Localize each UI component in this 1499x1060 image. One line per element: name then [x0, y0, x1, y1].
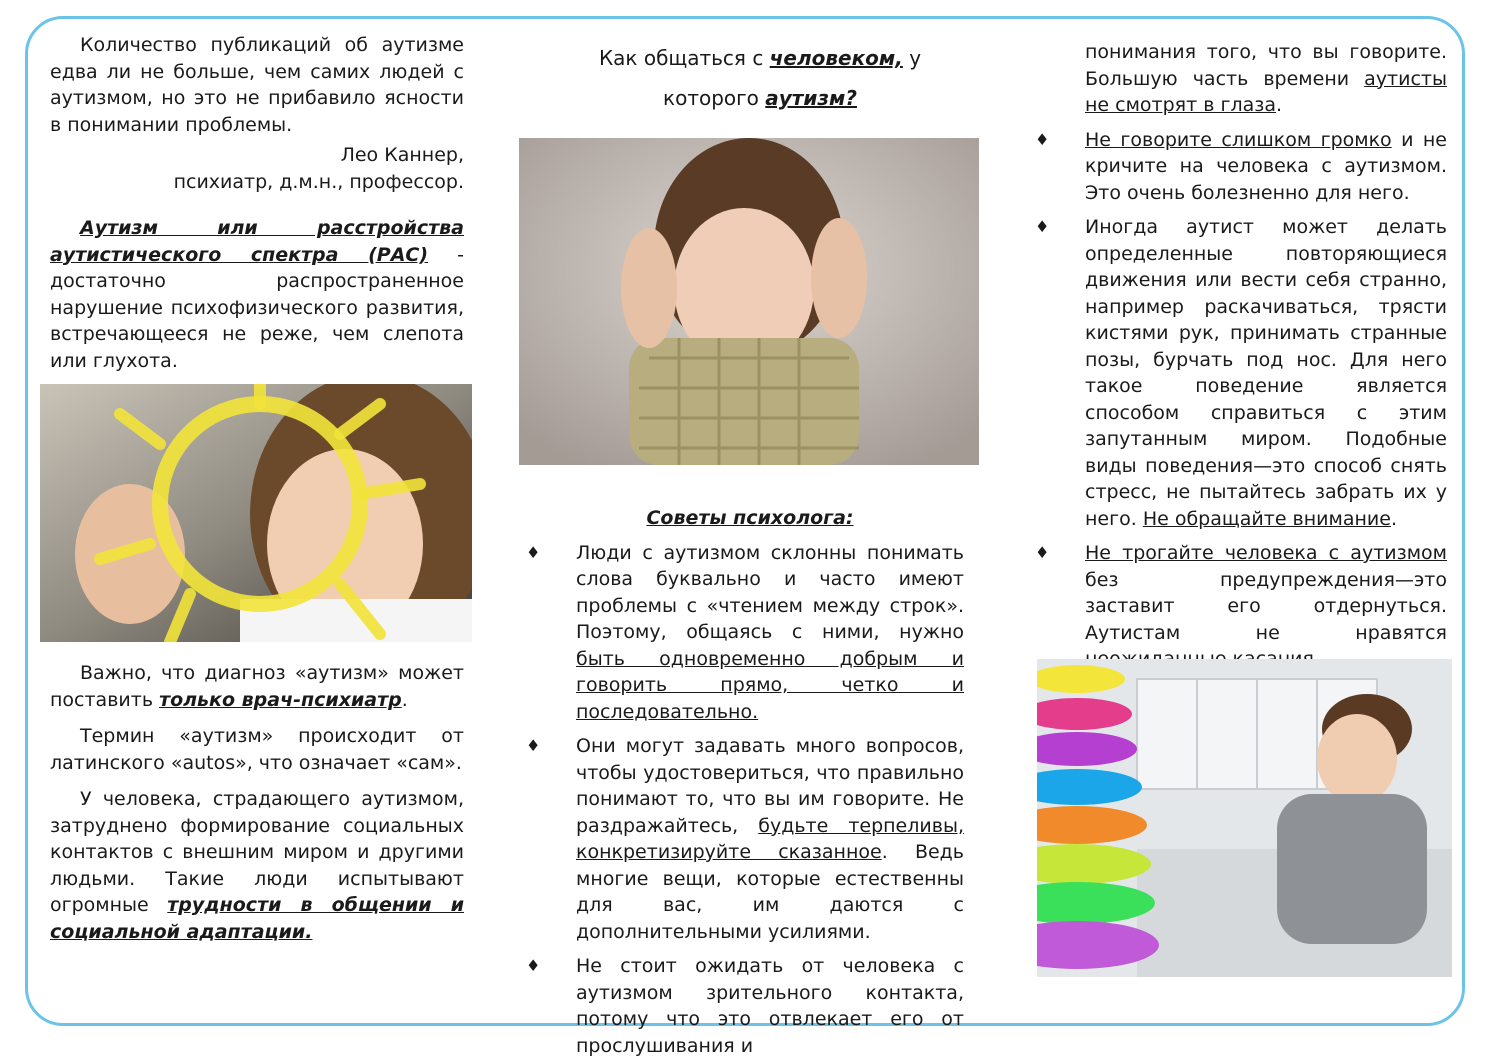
advice-item-2: [526, 733, 964, 945]
title-part-2: у: [902, 46, 922, 70]
diagnosis-emphasis: только врач-психиатр: [159, 688, 402, 711]
advice-item-6: [1035, 540, 1447, 673]
title-line-2: [540, 78, 980, 118]
advice-5-emphasis: Не обращайте внимание: [1142, 507, 1391, 530]
advice-6-emphasis: Не трогайте человека с аутизмом: [1085, 542, 1447, 564]
bullet-icon: ♦: [1035, 217, 1050, 236]
social-text: У человека, страдающего аутизмом, затруднено формирование социальных контактов с внешним миром и другими людьми. Такие люди испытывают огромные: [50, 788, 464, 916]
definition-term: Аутизм или расстройства аутистического спектра (РАС): [50, 217, 464, 266]
bullet-icon: ♦: [1035, 129, 1050, 149]
advice-5-text: Иногда аутист может делать определенные повторяющиеся движения или вести себя странно, например раскачиваться, трясти кистями рук, принимать странные позы, бурчать под нос. Для него такое поведение является способом справиться с этим запутанным миром. Подобные виды поведения—это способ снять стресс, не пытайтесь забрать их у него.: [1085, 216, 1447, 530]
advice-4-emphasis: Не говорите слишком громко: [1085, 128, 1392, 151]
bullet-icon: ♦: [1035, 543, 1050, 562]
quote-author-title: психиатр, д.м.н., профессор.: [173, 170, 464, 193]
advice-1-emphasis: быть одновременно добрым и говорить прямо, четко и последовательно.: [576, 647, 964, 723]
bullet-icon: ♦: [526, 956, 541, 975]
right-column: [1035, 39, 1447, 673]
advice-heading-text: Советы психолога:: [646, 507, 854, 529]
title-part-3: которого: [663, 86, 766, 110]
definition-text: - достаточно распространенное нарушение психофизического развития, встречающееся не реже, чем слепота или глухота.: [50, 243, 464, 372]
child-covering-ears-photo: [519, 138, 979, 465]
advice-5-end: .: [1390, 507, 1398, 530]
advice-2-text: Они могут задавать много вопросов, чтобы удостовериться, что правильно понимают то, что вы им говорите. Не раздражайтесь,: [576, 735, 964, 837]
advice-heading: [536, 505, 964, 532]
child-stacking-rings-photo: [1037, 659, 1452, 977]
advice-item-5: [1035, 214, 1447, 532]
middle-title: [540, 38, 980, 118]
child-sun-photo: [40, 384, 472, 642]
advice-item-3: [526, 953, 964, 1059]
diagnosis-text: Важно, что диагноз «аутизм» может поставить: [50, 662, 464, 711]
advice-3-text: Не стоит ожидать от человека с аутизмом зрительного контакта, потому что это отвлекает его от прослушивания и: [576, 955, 964, 1057]
diagnosis-end: .: [401, 688, 408, 711]
advice-6-text: без предупреждения—это заставит его отдернуться. Аутистам не нравятся: [1085, 568, 1447, 644]
advice-2-emphasis: будьте терпеливы, конкретизируйте сказанное: [576, 814, 964, 863]
quote-author-name: Лео Каннер,: [340, 144, 464, 166]
autism-definition: [50, 215, 464, 374]
social-paragraph: [50, 786, 464, 945]
middle-column: [526, 505, 964, 1059]
term-origin-paragraph: Термин «аутизм» происходит от латинского «autos», что означает «сам».: [50, 725, 464, 774]
title-line-1: [540, 38, 980, 78]
left-column: [50, 32, 464, 374]
continued-end: .: [1275, 94, 1283, 116]
advice-item-4: [1035, 127, 1447, 207]
continued-text: понимания того, что вы говорите. Большую часть времени: [1085, 41, 1447, 90]
continued-emphasis: аутисты не смотрят в глаза: [1085, 67, 1447, 116]
left-column-lower: [50, 660, 464, 945]
bullet-icon: ♦: [526, 736, 541, 755]
advice-4-text: и не кричите на человека с аутизмом. Это очень болезненно для него.: [1085, 128, 1447, 204]
advice-2-rest: . Ведь многие вещи, которые естественны для вас, им даются с дополнительными усилиями.: [576, 841, 964, 943]
advice-1-text: Люди с аутизмом склонны понимать слова буквально и часто имеют проблемы с «чтением между строк». Поэтому, общаясь с ними, нужно: [576, 541, 964, 643]
title-part: Как общаться с: [598, 46, 770, 70]
title-emphasis-person: человеком,: [769, 46, 903, 70]
social-emphasis: трудности в общении и социальной адаптации.: [50, 894, 465, 943]
intro-quote: Количество публикаций об аутизме едва ли не больше, чем самих людей с аутизмом, но это не прибавило ясности в понимании проблемы.: [50, 34, 464, 136]
diagnosis-paragraph: [50, 660, 464, 713]
bullet-icon: ♦: [526, 542, 541, 562]
title-emphasis-autism: аутизм?: [765, 86, 857, 110]
advice-item-1: [526, 540, 964, 726]
continued-paragraph: [1085, 39, 1447, 119]
